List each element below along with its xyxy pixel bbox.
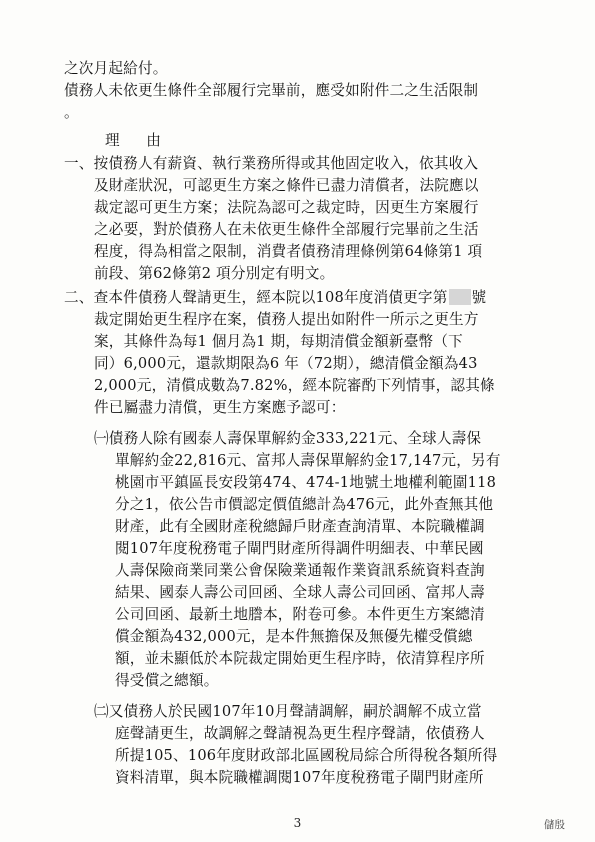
- text-line: 2,000元，清償成數為7.82%，經本院審酌下列情事，認其條: [94, 377, 495, 394]
- text-line: 桃園市平鎮區長安段第474、474-1地號土地權利範圍118: [115, 474, 497, 491]
- text-line: 所提105、106年度財政部北區國稅局綜合所得稅各類所得: [115, 747, 498, 764]
- text-line: 財產，此有全國財產稅總歸戶財產查詢清單、本院職權調: [115, 518, 485, 535]
- text-line: 債務人未依更生條件全部履行完畢前，應受如附件二之生活限制: [64, 82, 479, 99]
- text-line: 同）6,000元，還款期限為6 年（72期），總清償金額為43: [94, 355, 478, 372]
- text-line: ㈠債務人除有國泰人壽保單解約金333,221元、全球人壽保: [94, 430, 482, 447]
- text-line: 及財產狀況，可認更生方案之條件已盡力清償者，法院應以: [94, 177, 479, 194]
- page-number: 3: [293, 816, 302, 830]
- text-line: 案，其條件為每1 個月為1 期，每期清償金額新臺幣（下: [94, 333, 463, 350]
- text-line: 公司回函、最新土地謄本，附卷可參。本件更生方案總清: [115, 606, 485, 623]
- text-line: 單解約金22,816元、富邦人壽保單解約金17,147元，另有: [115, 452, 501, 469]
- redaction-box: [449, 289, 471, 305]
- text-line: 資料清單，與本院職權調閱107年度稅務電子閘門財產所: [115, 769, 484, 786]
- text-line: 件已屬盡力清償，更生方案應予認可：: [94, 399, 346, 416]
- text-line: 分之1，依公告市價認定價值總計為476元，此外查無其他: [115, 496, 494, 513]
- text-line: 二、查本件債務人聲請更生，經本院以108年度消債更字第 號: [64, 289, 487, 306]
- text-line: 裁定開始更生程序在案，債務人提出如附件一所示之更生方: [94, 311, 479, 328]
- text-line: 一、按債務人有薪資、執行業務所得或其他固定收入，依其收入: [64, 155, 479, 172]
- text-line: 閱107年度稅務電子閘門財產所得調件明細表、中華民國: [115, 540, 484, 557]
- text-line: 裁定認可更生方案；法院為認可之裁定時，因更生方案履行: [94, 199, 479, 216]
- text-line: 償金額為432,000元，是本件無擔保及無優先權受償總: [115, 628, 473, 645]
- footer-stamp: 儲殷: [544, 819, 565, 831]
- text-line: 庭聲請更生，故調解之聲請視為更生程序聲請，依債務人: [115, 725, 485, 742]
- text-line: 結果、國泰人壽公司回函、全球人壽公司回函、富邦人壽: [115, 584, 485, 601]
- text-line: 。: [64, 104, 79, 121]
- text-line: 額，並未顯低於本院裁定開始更生程序時，依清算程序所: [115, 650, 485, 667]
- text-line: 得受償之總額。: [115, 672, 219, 689]
- text-line: ㈡又債務人於民國107年10月聲請調解，嗣於調解不成立當: [94, 703, 482, 720]
- text-line: 人壽保險商業同業公會保險業通報作業資訊系統資料查詢: [115, 562, 485, 579]
- text-line: 程度，得為相當之限制，消費者債務清理條例第64條第1 項: [94, 243, 483, 260]
- text-line: 前段、第62條第2 項分別定有明文。: [94, 265, 335, 282]
- text-line: 之必要，對於債務人在未依更生條件全部履行完畢前之生活: [94, 221, 479, 238]
- section-heading: 理 由: [105, 132, 167, 149]
- text-line: 之次月起給付。: [64, 60, 168, 77]
